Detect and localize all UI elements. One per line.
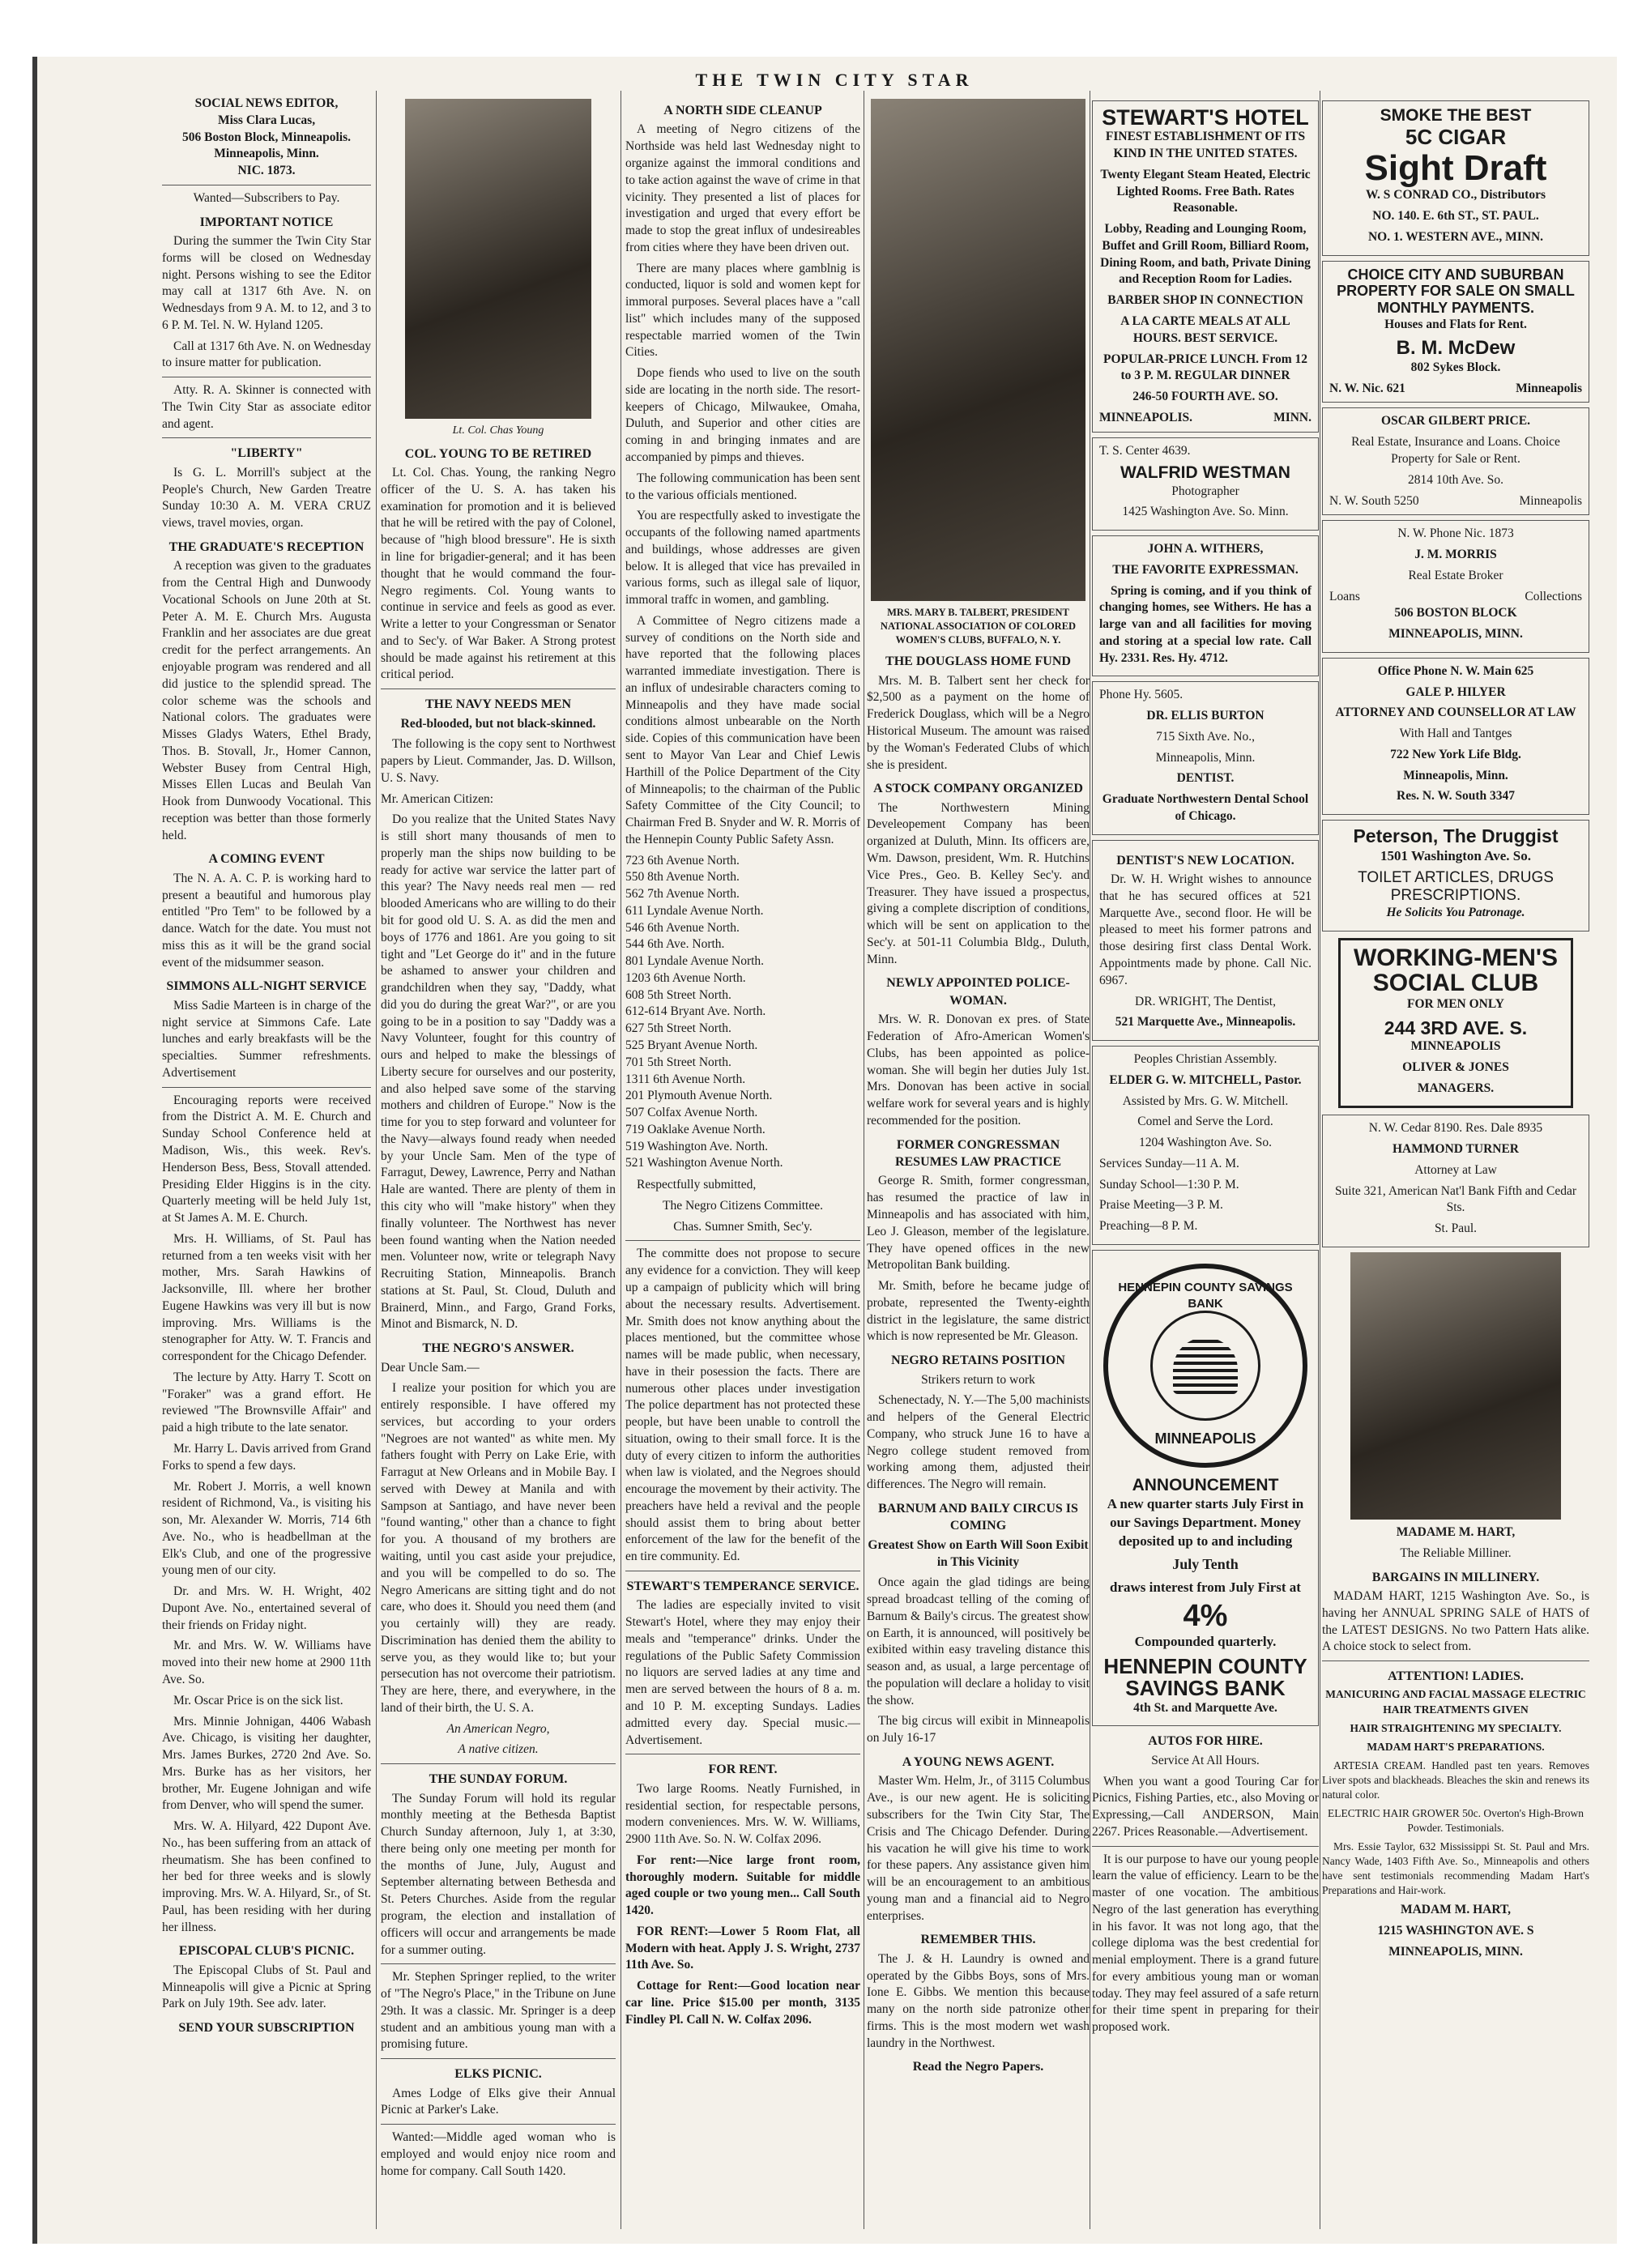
ad-text: Real Estate, Insurance and Loans. Choice Property for Sale or Rent. bbox=[1351, 435, 1560, 466]
social-club-ad bbox=[1338, 938, 1573, 1109]
divider bbox=[381, 2124, 616, 2125]
ad-text: Graduate Northwestern Dental School of Chicago. bbox=[1102, 792, 1309, 823]
ad-address: 802 Sykes Block. bbox=[1410, 360, 1501, 374]
ad-contact-row bbox=[1329, 381, 1582, 398]
address-item: 546 6th Avenue North. bbox=[625, 920, 740, 935]
property-ad bbox=[1322, 261, 1589, 403]
column-3 bbox=[625, 96, 860, 2032]
address-item: 525 Bryant Avenue North. bbox=[625, 1038, 758, 1053]
article-text: Schenectady, N. Y.—The 5,00 machinists and helpers of the General Electric Company, who struck June 16 to have a Negro college student removed from working among them, adjusted their differences. The Negro will remain. bbox=[867, 1393, 1090, 1492]
article-text: Is G. L. Morrill's subject at the People's Church, New Garden Treatre Sunday 10:30 A. M. VERA CRUZ views, travel movies, organ. bbox=[162, 465, 371, 531]
ad-address: Suite 321, American Nat'l Bank Fifth and Cedar Sts. bbox=[1334, 1183, 1577, 1215]
news-item: Mr. Oscar Price is on the sick list. bbox=[173, 1693, 343, 1707]
headline: THE DOUGLASS HOME FUND bbox=[885, 654, 1071, 669]
address-item: 611 Lyndale Avenue North. bbox=[625, 903, 764, 918]
ad-address: 715 Sixth Ave. No., bbox=[1156, 729, 1255, 744]
ad-service: Collections bbox=[1525, 589, 1582, 603]
photographer-ad bbox=[1092, 437, 1319, 531]
ad-role: Attorney at Law bbox=[1414, 1162, 1497, 1177]
ad-phone: Phone Hy. 5605. bbox=[1099, 688, 1184, 702]
ad-city: Minneapolis bbox=[1516, 381, 1582, 395]
bank-name: HENNEPIN COUNTY SAVINGS BANK bbox=[1103, 1653, 1307, 1701]
headline: A NORTH SIDE CLEANUP bbox=[663, 104, 822, 117]
ad-phone: Res. N. W. South 3347 bbox=[1397, 789, 1515, 804]
headline: Read the Negro Papers. bbox=[912, 2060, 1044, 2074]
ad-title: DENTIST'S NEW LOCATION. bbox=[1116, 853, 1294, 868]
divider bbox=[381, 2058, 616, 2059]
divider bbox=[162, 437, 371, 438]
article-text: When you want a good Touring Car for Picnics, Fishing Parties, etc., also Moving or Expressing,—Call ANDERSON, Main 2267. Prices Reasonable.—Advertisement. bbox=[1092, 1774, 1319, 1839]
ad-city-row bbox=[1099, 410, 1311, 427]
compound-text: Compounded quarterly. bbox=[1134, 1634, 1277, 1650]
article-text: Ames Lodge of Elks give their Annual Picnic at Parker's Lake. bbox=[381, 2086, 616, 2117]
subheadline: Service At All Hours. bbox=[1151, 1753, 1260, 1767]
headline: FOR RENT. bbox=[708, 1763, 778, 1777]
attorney-ad bbox=[1322, 658, 1589, 815]
ad-title: OSCAR GILBERT PRICE. bbox=[1381, 414, 1530, 428]
church-text: Assisted by Mrs. G. W. Mitchell. bbox=[1122, 1094, 1289, 1108]
article-text: Mr. Stephen Springer replied, to the writer of "The Negro's Place," in the Tribune on June 29th. It was a classic. Mr. Springer is a deep student and an ambitious young man with a promising future. bbox=[381, 1970, 616, 2052]
ad-city: Minneapolis, Minn. bbox=[1155, 750, 1256, 765]
headline: SEND YOUR SUBSCRIPTION bbox=[178, 2021, 355, 2036]
ad-title: GALE P. HILYER bbox=[1405, 684, 1506, 699]
editor-line: Miss Clara Lucas, bbox=[217, 113, 316, 127]
ad-title: J. M. MORRIS bbox=[1414, 548, 1497, 562]
service-time: Praise Meeting—3 P. M. bbox=[1099, 1198, 1223, 1213]
ad-text: A LA CARTE MEALS AT ALL HOURS. BEST SERVICE. bbox=[1120, 314, 1290, 345]
ad-city: Minneapolis, Minn. bbox=[1403, 768, 1508, 782]
portrait-photo bbox=[405, 99, 591, 419]
ad-phone: N. W. Nic. 621 bbox=[1329, 381, 1405, 395]
seal-bottom-text: MINNEAPOLIS bbox=[1154, 1430, 1256, 1447]
ad-phone: N. W. South 5250 bbox=[1329, 493, 1419, 508]
headline: AUTOS FOR HIRE. bbox=[1148, 1734, 1263, 1749]
ad-subtitle: THE FAVORITE EXPRESSMAN. bbox=[1112, 562, 1299, 577]
ad-text: POPULAR-PRICE LUNCH. From 12 to 3 P. M. REGULAR DINNER bbox=[1102, 352, 1307, 383]
salutation: Dear Uncle Sam.— bbox=[381, 1360, 480, 1375]
attorney-ad bbox=[1322, 1115, 1589, 1247]
interest-rate: 4% bbox=[1183, 1599, 1228, 1634]
news-item: Dr. and Mrs. W. H. Wright, 402 Dupont Ave. No., entertained several of their friends on Friday night. bbox=[162, 1584, 371, 1632]
signature: Chas. Sumner Smith, Sec'y. bbox=[673, 1219, 812, 1234]
ad-address: 246-50 FOURTH AVE. SO. bbox=[1132, 390, 1278, 404]
editor-line: NIC. 1873. bbox=[237, 164, 296, 178]
ad-line: SMOKE THE BEST bbox=[1380, 106, 1532, 125]
ad-phone: N. W. Phone Nic. 1873 bbox=[1397, 526, 1514, 541]
editor-line: Minneapolis, Minn. bbox=[214, 147, 319, 161]
photo-caption: The Reliable Milliner. bbox=[1400, 1545, 1512, 1560]
address-item: 562 7th Avenue North. bbox=[625, 887, 740, 902]
brand-name: Sight Draft bbox=[1364, 148, 1547, 189]
ad-title: DR. ELLIS BURTON bbox=[1146, 709, 1265, 723]
ad-name: B. M. McDew bbox=[1396, 337, 1516, 360]
headline: A STOCK COMPANY ORGANIZED bbox=[873, 782, 1083, 796]
news-item: Mr. Harry L. Davis arrived from Grand Forks to spend a few days. bbox=[162, 1442, 371, 1473]
headline: STEWART'S TEMPERANCE SERVICE. bbox=[626, 1579, 859, 1593]
ad-text: MANICURING AND FACIAL MASSAGE ELECTRIC HAIR TREATMENTS GIVEN bbox=[1325, 1688, 1586, 1716]
address-item: 723 6th Avenue North. bbox=[625, 853, 740, 868]
article-text: During the summer the Twin City Star forms will be closed on Wednesday night. Persons wishing to see the Editor may call at 1317 6th Ave. N. on Wednesdays from 9 A. M. to 12, and 3 to 6 P. M. Tel. N. W. Hyland 1205. bbox=[162, 234, 371, 332]
article-text: A Committee of Negro citizens made a survey of conditions on the North side and have reported that the following places warranted immediate investigation. There is an influx of undesirable characters coming to Minneapolis and they have made social conditions almost unbearable on the North side. Copies of this communication have been sent to Mayor Van Lear and Chief Lewis Harthill of the Police Department of the City of Minneapolis; to the chairman of the Public Safety Committee of the City Council; to Chairman Fred B. Snyder and W. R. Morris of the Hennepin County Public Safety Assn. bbox=[625, 613, 860, 846]
church-address: 1204 Washington Ave. So. bbox=[1139, 1136, 1272, 1150]
masthead: THE TWIN CITY STAR bbox=[695, 70, 974, 90]
seal-top-text: HENNEPIN COUNTY SAVINGS BANK bbox=[1118, 1280, 1293, 1311]
headline: NEGRO RETAINS POSITION bbox=[891, 1354, 1065, 1368]
ad-service: Loans bbox=[1329, 589, 1360, 603]
hotel-ad bbox=[1092, 100, 1319, 433]
announce-text: draws interest from July First at bbox=[1110, 1579, 1301, 1595]
article-text: Dope fiends who used to live on the south side are locating in the north side. The resort-keepers of Chicago, Milwaukee, Omaha, Duluth, and Superior and other cities are coming in and bringing inmates and are accompanied by pimps and thieves. bbox=[625, 366, 860, 464]
portrait-photo bbox=[871, 99, 1085, 601]
dentist-ad bbox=[1092, 681, 1319, 834]
ad-line: 5C CIGAR bbox=[1405, 125, 1507, 150]
divider bbox=[162, 1087, 371, 1088]
article-text: The Episcopal Clubs of St. Paul and Minneapolis will give a Picnic at Spring Park on July 19th. See adv. later. bbox=[162, 1963, 371, 2011]
article-text: The ladies are especially invited to visit Stewart's Hotel, where they may enjoy their meals and "temperance" drinks. Under the regulations of the Public Safety Commission no liquors are served ladies at any time and men are served between the hours of 8 a. m. and 10 P. M. excepting Sundays. Ladies admitted every day. Special music.—Advertisement. bbox=[625, 1598, 860, 1747]
ad-text: Photographer bbox=[1171, 484, 1239, 498]
news-item: Mrs. W. A. Hilyard, 422 Dupont Ave. No., has been suffering from an attack of rheumatism. She has been confined to her bed for three weeks and is slowly improving. Mrs. W. A. Hilyard, Sr., of St. Paul, has been residing with her during her illness. bbox=[162, 1819, 371, 1934]
address-item: 801 Lyndale Avenue North. bbox=[625, 954, 765, 969]
classified-ad: Two large Rooms. Neatly Furnished, in residential section, for respectable persons, modern conveniences. Mrs. W. W. Williams, 2900 11th Ave. So. N. W. Colfax 2096. bbox=[625, 1781, 860, 1847]
ad-address: 1215 WASHINGTON AVE. S bbox=[1377, 1924, 1534, 1938]
address-item: 719 Oaklake Avenue North. bbox=[625, 1122, 766, 1136]
address-item: 519 Washington Ave. North. bbox=[625, 1139, 768, 1153]
church-ad bbox=[1092, 1046, 1319, 1245]
column-2 bbox=[381, 96, 616, 2184]
article-text: The following communication has been sent to the various officials mentioned. bbox=[625, 471, 860, 502]
ad-address: 521 Marquette Ave., Minneapolis. bbox=[1115, 1015, 1296, 1030]
ad-text: Houses and Flats for Rent. bbox=[1384, 317, 1527, 331]
headline: THE NEGRO'S ANSWER. bbox=[422, 1341, 574, 1356]
ad-signature: DR. WRIGHT, The Dentist, bbox=[1135, 994, 1276, 1008]
address-item: 627 5th Street North. bbox=[625, 1021, 731, 1036]
article-text: Lt. Col. Chas. Young, the ranking Negro officer of the U. S. A. has taken his examination for promotion and it is believed that he will be retired with the pay of Colonel, because of "high blood bressure". He is sixth in line for brigadier-general; and it has been thought that he would command the four-Negro regiments. Col. Young wants to continue in service and feels as good as ever. Write a letter to your Congressman or Senator and to Sec'y. of War Baker. A Strong protest should be made against his retirement at this critical period. bbox=[381, 466, 616, 682]
subheadline: Strikers return to work bbox=[921, 1372, 1035, 1387]
distributor-address: NO. 1. WESTERN AVE., MINN. bbox=[1367, 229, 1544, 244]
headline: THE SUNDAY FORUM. bbox=[429, 1772, 568, 1787]
ad-text: Spring is coming, and if you think of changing homes, see Withers. He has a large van and all facilities for moving and storing at a special low rate. Call Hy. 2331. Res. Hy. 4712. bbox=[1099, 583, 1311, 665]
signature: An American Negro, bbox=[446, 1721, 550, 1736]
druggist-ad bbox=[1322, 820, 1589, 932]
ad-address: 1425 Washington Ave. So. Minn. bbox=[1122, 505, 1289, 519]
ad-title: HAMMOND TURNER bbox=[1393, 1142, 1519, 1157]
address-item: 701 5th Street North. bbox=[625, 1055, 731, 1069]
editor-line: 506 Boston Block, Minneapolis. bbox=[182, 130, 351, 144]
ad-text: Dr. W. H. Wright wishes to announce that he has secured offices at 521 Marquette Ave., second floor. He will be pleased to meet his former patrons and those desiring first class Dental Work. Appointments made by phone. Call Nic. 6967. bbox=[1099, 872, 1311, 987]
classified-ad: For rent:—Nice large front room, thoroughly modern. Suitable for middle aged couple or two young men... Call South 1420. bbox=[625, 1852, 860, 1918]
article-text: There are many places where gamblnig is conducted, liquor is sold and women kept for immoral purposes. Several places have a "call list" which includes many of the supposed respectable married women of the Twin Cities. bbox=[625, 261, 860, 360]
ad-city: MINNEAPOLIS bbox=[1410, 1039, 1501, 1054]
ad-role: ATTORNEY AND COUNSELLOR AT LAW bbox=[1335, 706, 1576, 720]
address-item: 1311 6th Avenue North. bbox=[625, 1072, 746, 1086]
photo-caption: MRS. MARY B. TALBERT, PRESIDENT NATIONAL ASSOCIATION OF COLORED WOMEN'S CLUBS, BUFFALO, N. Y. bbox=[880, 607, 1077, 646]
classified-ad: Wanted:—Middle aged woman who is employed and would enjoy nice room and home for company. Call South 1420. bbox=[381, 2130, 616, 2178]
subheadline: Greatest Show on Earth Will Soon Exibit in This Vicinity bbox=[868, 1537, 1089, 1569]
news-item: Mrs. H. Williams, of St. Paul has returned from a ten weeks visit with her mother, Mrs. Sarah Hawkins of Jacksonville, Ill. where her brother Eugene Hawkins was very ill but is now improving. Mrs. Williams is the stenographer for Atty. W. T. Francis and correspondent for the Chicago Defender. bbox=[162, 1231, 371, 1364]
ad-contact-row bbox=[1329, 493, 1582, 510]
article-text: You are respectfully asked to investigate the occupants of the following named apartments and buildings, whose addresses are given below. It is alleged that vice has prevailed in various forms, such as illegal sale of liquor, immoral traffc in women, and gambling. bbox=[625, 509, 860, 608]
article-text: The N. A. A. C. P. is working hard to present a beautiful and humorous play entitled "Pro Tem" to be followed by a dance. Watch for the date. You must not miss this as it will be the grand social event of the midsummer season. bbox=[162, 871, 371, 970]
headline: IMPORTANT NOTICE bbox=[199, 215, 334, 229]
ad-city: St. Paul. bbox=[1434, 1221, 1478, 1236]
headline: THE NAVY NEEDS MEN bbox=[424, 697, 572, 712]
ad-phone: T. S. Center 4639. bbox=[1099, 443, 1191, 458]
article-text: MADAM HART, 1215 Washington Ave. So., is having her ANNUAL SPRING SALE of HATS of the LATEST DESIGNS. No two Pattern Hats alike. A choice stock to select from. bbox=[1322, 1588, 1589, 1654]
ad-text: ELECTRIC HAIR GROWER 50c. Overton's High-Brown Powder. Testimonials. bbox=[1328, 1807, 1584, 1835]
address-item: 544 6th Ave. North. bbox=[625, 937, 725, 952]
ad-subtitle: FINEST ESTABLISHMENT OF ITS KIND IN THE UNITED STATES. bbox=[1105, 130, 1306, 161]
cigar-ad bbox=[1322, 100, 1589, 256]
news-item: Mrs. Minnie Johnigan, 4406 Wabash Ave. Chicago, is visiting her daughter, Mrs. James Burkes, 2720 2nd Ave. So. Mrs. Burke has as her visitors, her brother, Mr. Eugene Johnigan and wife from Denver, who will spend the sumer. bbox=[162, 1714, 371, 1813]
bank-ad bbox=[1092, 1250, 1319, 1726]
ad-city: MINNEAPOLIS. bbox=[1099, 410, 1192, 424]
wanted-line: Wanted—Subscribers to Pay. bbox=[193, 190, 340, 205]
article-text: Do you realize that the United States Navy is still short many thousands of men to properly man the ships now building to be ready for active war service the latter part of this year? The Navy needs real men — red blooded Americans who are willing to do their bit for good old U. S. A. as did the men and boys of 1776 and 1861. Are you going to sit tight and "Let George do it" and in the future be ashamed to answer your children and grandchildren when they say, "Daddy, what did you do during the great War?", or are you going to be in a position to say "Daddy was a Navy Volunteer, fought for this country of ours and helped to make the blessings of Liberty secure for ourselves and our posterity, and also helped save some of the starving mothers and children of Europe." Now is the time for you to step forward and volunteer for the Navy—always found ready when needed by your Uncle Sam. Men of the type of Farragut, Dewey, Lawrence, Perry and Nathan Hale are wanted. There are plenty of them in this city who will "make history" when they finally volunteer. The Northwest has never been found wanting when the Nation needed men. Volunteer now, write or telegraph Navy Recruiting Station, Minneapolis. Branch stations at St. Paul, St. Cloud, Duluth and Brainerd, Minn., and Fargo, Grand Forks, Minot and Bismarck, N. D. bbox=[381, 812, 616, 1332]
article-text: Miss Sadie Marteen is in charge of the night service at Simmons Cafe. Late lunches and early breakfasts will be the specialties. Summer refreshments. Advertisement bbox=[162, 998, 371, 1080]
headline: EPISCOPAL CLUB'S PICNIC. bbox=[178, 1944, 355, 1959]
classified-ad: Cottage for Rent:—Good location near car line. Price $15.00 per month, 3135 Findley Pl. Call N. W. Colfax 2096. bbox=[625, 1979, 860, 2027]
announce-title: ANNOUNCEMENT bbox=[1132, 1475, 1279, 1494]
seal-inner bbox=[1150, 1311, 1260, 1421]
article-text: A reception was given to the graduates from the Central High and Dunwoody Vocational Schools on June 20th at St. Peter A. M. E. Church Mrs. Augusta Franklin and her associates are due great credit for the perfect arrangements. An enjoyable program was rendered and all did justice to the splendid spread. The color scheme was the schools and National colors. The graduates were Misses Gladys Waters, Ethel Brady, Thos. B. Stovall, Jr., Homer Cannon, Webster Busey from Central High, Misses Ellen Lucas and Beulah Van Hook from Dunwoody Vocational. This reception was better than those formerly held. bbox=[162, 559, 371, 842]
ad-role: DENTIST. bbox=[1176, 771, 1235, 786]
ad-address: 1501 Washington Ave. So. bbox=[1380, 847, 1531, 863]
divider bbox=[1092, 1846, 1319, 1847]
article-text: Once again the glad tidings are being spread broadcast telling of the coming of Barnum & Baily's circus. The greatest show on Earth, it is announced, will positively be exibited within easy traveling distance this season and, as usual, a large percentage of the population will declare a holiday to visit the show. bbox=[867, 1575, 1090, 1707]
divider bbox=[381, 688, 616, 689]
article-text: A meeting of Negro citizens of the Northside was held last Wednesday night to organize against the immoral conditions and to take action against the wave of crime in that vicinity. They presented a list of places for investigation and urged that every effort be made to stop the great influx of undesireables from cities where they have been driven out. bbox=[625, 122, 860, 254]
headline: ELKS PICNIC. bbox=[454, 2067, 542, 2082]
article-text: Atty. R. A. Skinner is connected with The Twin City Star as associate editor and agent. bbox=[162, 383, 371, 431]
social-editor-box bbox=[162, 96, 371, 180]
ad-text: FOR MEN ONLY bbox=[1407, 996, 1504, 1011]
address-item: 1203 6th Avenue North. bbox=[625, 970, 746, 985]
article-text: The Sunday Forum will hold its regular monthly meeting at the Bethesda Baptist Church Sunday afternoon, July 1, at 3:30, there being only one meeting per month for the months of June, July, August and September alternating between Bethesda and St. Peters Churches. Aside from the regular program, the election and installation of officers will occur and arrangements be made for a summer outing. bbox=[381, 1791, 616, 1957]
article-text: Master Wm. Helm, Jr., of 3115 Columbus Ave., is our new agent. He is soliciting subscribers for the Twin City Star, The Crisis and The Chicago Defender. During his vacation he will give his time to work for these papers. Any assistance given him will be an encouragement to an ambitious young man and a financial aid to Negro enterprises. bbox=[867, 1774, 1090, 1923]
ad-title: WALFRID WESTMAN bbox=[1120, 463, 1290, 483]
ad-phone: N. W. Cedar 8190. Res. Dale 8935 bbox=[1368, 1121, 1543, 1136]
column-1 bbox=[162, 96, 371, 2040]
bank-seal bbox=[1103, 1264, 1307, 1468]
ad-title: JOHN A. WITHERS, bbox=[1147, 542, 1264, 556]
photo-caption: Lt. Col. Chas Young bbox=[452, 424, 544, 437]
article-text: Respectfully submitted, bbox=[637, 1178, 757, 1192]
article-text: Call at 1317 6th Ave. N. on Wednesday to insure matter for publication. bbox=[162, 339, 371, 370]
ad-text: Twenty Elegant Steam Heated, Electric Lighted Rooms. Free Bath. Rates Reasonable. bbox=[1100, 167, 1311, 215]
headline: SIMMONS ALL-NIGHT SERVICE bbox=[166, 979, 367, 994]
ad-managers: MANAGERS. bbox=[1417, 1081, 1495, 1095]
article-text: Mrs. W. R. Donovan ex pres. of State Federation of Afro-American Women's Clubs, has been appointed as police-woman. She will begin her duties July 1st. Mrs. Donovan has been active in social welfare work for several years and is highly recommended for the position. bbox=[867, 1013, 1090, 1128]
church-pastor: ELDER G. W. MITCHELL, Pastor. bbox=[1109, 1072, 1302, 1087]
distributor-address: NO. 140. E. 6th ST., ST. PAUL. bbox=[1372, 208, 1539, 223]
real-estate-ad bbox=[1322, 407, 1589, 515]
ad-text: MADAM HART'S PREPARATIONS. bbox=[1367, 1740, 1545, 1753]
headline: ATTENTION! LADIES. bbox=[1388, 1669, 1524, 1684]
news-item: Encouraging reports were received from the District A. M. E. Church and Sunday School Conference held at Madison, Wis., this week. Rev's. Henderson Bess, Bess, Stovall attended. Presiding Elder Higgins is in the city. Quarterly meeting will be held July 1st, at St James A. M. E. Church. bbox=[162, 1093, 371, 1226]
signature: The Negro Citizens Committee. bbox=[662, 1198, 823, 1213]
ad-phone: Office Phone N. W. Main 625 bbox=[1377, 663, 1534, 678]
ad-text: With Hall and Tantges bbox=[1399, 727, 1512, 741]
beehive-icon bbox=[1173, 1337, 1238, 1394]
ad-title: WORKING-MEN'S SOCIAL CLUB bbox=[1353, 944, 1559, 997]
headline: COL. YOUNG TO BE RETIRED bbox=[404, 446, 592, 461]
salutation: Mr. American Citizen: bbox=[381, 791, 494, 806]
editor-line: SOCIAL NEWS EDITOR, bbox=[194, 96, 339, 110]
headline: BARGAINS IN MILLINERY. bbox=[1371, 1570, 1540, 1584]
headline: THE GRADUATE'S RECEPTION bbox=[168, 539, 365, 554]
ad-text: He Solicits You Patronage. bbox=[1386, 906, 1525, 920]
ad-state: MINN. bbox=[1273, 410, 1311, 424]
ad-address: 506 BOSTON BLOCK bbox=[1394, 606, 1517, 620]
news-item: Mr. Robert J. Morris, a well known resident of Richmond, Va., is visiting his son, Mr. Alexander W. Morris, 714 6th Ave. No., who is headbellman at the Elk's Club, and one of the progressive young men of our city. bbox=[162, 1479, 371, 1578]
article-text: The Northwestern Mining Develeopement Company has been organized at Duluth, Minn. Its officers are, Wm. Dawson, president, Wm. R. Hutchins Vice Pres., Geo. B. Kelley Sec'y. and Treasurer. They have issued a prospectus, giving a complete discription of conditions, which will be sent on application to the Sec'y. at 501-11 Columbia Bldg., Duluth, Minn. bbox=[867, 800, 1090, 966]
bank-address: 4th St. and Marquette Ave. bbox=[1133, 1700, 1277, 1715]
ad-address: 244 3RD AVE. S. bbox=[1384, 1017, 1528, 1038]
article-text: The J. & H. Laundry is owned and operated by the Gibbs Boys, sons of Mrs. Ione E. Gibbs. We mention this because many on the north side patronize other firms. This is the most modern wet wash laundry in the Northwest. bbox=[867, 1951, 1090, 2050]
ad-city: MINNEAPOLIS, MINN. bbox=[1388, 1945, 1523, 1959]
ad-address: 722 New York Life Bldg. bbox=[1390, 747, 1521, 761]
church-title: Peoples Christian Assembly. bbox=[1133, 1052, 1277, 1067]
classified-ad: FOR RENT:—Lower 5 Room Flat, all Modern with heat. Apply J. S. Wright, 2737 11th Ave. So. bbox=[625, 1924, 860, 1972]
headline: A COMING EVENT bbox=[208, 852, 325, 867]
divider bbox=[381, 1963, 616, 1964]
address-item: 201 Plymouth Avenue North. bbox=[625, 1089, 773, 1103]
article-text: Mrs. M. B. Talbert sent her check for $2,500 as a payment on the home of Frederick Douglass, which will be a Negro Historical Museum. The amount was raised by the Woman's Federated Clubs of which she is president. bbox=[867, 673, 1090, 772]
article-text: The big circus will exibit in Minneapolis on July 16-17 bbox=[867, 1714, 1090, 1746]
ad-city: Minneapolis bbox=[1519, 493, 1582, 508]
headline: "LIBERTY" bbox=[230, 446, 303, 461]
column-5 bbox=[1092, 96, 1319, 2040]
ad-text: ARTESIA CREAM. Handled past ten years. Removes Liver spots and blackheads. Bleaches the skin and renews its natural color. bbox=[1322, 1759, 1589, 1801]
service-time: Preaching—8 P. M. bbox=[1099, 1219, 1198, 1234]
dentist-location-ad bbox=[1092, 840, 1319, 1041]
address-item: 507 Colfax Avenue North. bbox=[625, 1106, 758, 1120]
news-item: The lecture by Atty. Harry T. Scott on "Foraker" was a grand effort. He reviewed "The Brownsville Affair" and paid a high tribute to the late senator. bbox=[162, 1370, 371, 1435]
ad-city: MINNEAPOLIS, MINN. bbox=[1388, 627, 1523, 642]
ad-title: Peterson, The Druggist bbox=[1353, 825, 1559, 847]
subheadline: Red-blooded, but not black-skinned. bbox=[400, 716, 596, 731]
address-list bbox=[625, 853, 860, 1173]
article-text: George R. Smith, former congressman, has resumed the practice of law in Minneapolis and has associated with him, Leo J. Gleason, member of the legislature. They have opened offices in the new Metropolitan Bank building. bbox=[867, 1174, 1090, 1273]
broker-ad bbox=[1322, 520, 1589, 653]
article-text: I realize your position for which you are entirely responsible. I have offered my services, but according to your orders "Negroes are not wanted" as white men. My fathers fought with Perry on Lake Erie, with Farragut at New Orleans and in Mobile Bay. I served with Dewey at Manila and with Sampson at Santiago, and have never been "found wanting," other than a chance to fight for you. A thousand of my brothers are waiting, until you cast aside your prejudice, and you will be compelled to do so. The Negro Americans are sitting tight and do not care, who does it. Should you need them (and you certainly will) they are ready. Discrimination has denied them the ability to serve you, as they would like to; but your persecution has not overcome their patriotism. They are here, there, and everywhere, in the land of their birth, the U. S. A. bbox=[381, 1381, 616, 1715]
portrait-photo bbox=[1350, 1252, 1561, 1520]
service-time: Services Sunday—11 A. M. bbox=[1099, 1156, 1239, 1170]
ad-managers: OLIVER & JONES bbox=[1402, 1059, 1509, 1074]
column-6 bbox=[1322, 96, 1589, 1965]
article-text: The committe does not propose to secure any evidence for a conviction. They will keep up a campaign of publicity which will bring about the necessary results. Advertisement. Mr. Smith does not know anything about the places mentioned, but the committee whose names will be made public, when necessary, have in their posession the facts. There are numerous other places under investigation The police department has not protected these people, but have been unable to controll the situation, owing to their small force. It is the duty of every citizen to inform the authorities when law is violated, and the Negroes should encourage the movement by their activity. The preachers have held a revival and the people should assist them to bring about better enforcement of the law for the benefit of the en tire community. Ed. bbox=[625, 1247, 860, 1564]
article-text: The following is the copy sent to Northwest papers by Lieut. Commander, Jas. D. Willson, U. S. Navy. bbox=[381, 737, 616, 785]
signature: A native citizen. bbox=[458, 1742, 539, 1757]
divider bbox=[381, 1763, 616, 1764]
ad-services-row bbox=[1329, 589, 1582, 606]
ad-text: BARBER SHOP IN CONNECTION bbox=[1107, 293, 1303, 308]
ad-title: CHOICE CITY AND SUBURBAN PROPERTY FOR SALE ON SMALL MONTHLY PAYMENTS. bbox=[1337, 266, 1575, 316]
article-text: Mr. Smith, before he became judge of probate, represented the Twenty-eighth district in the legislature, the same district which is now represented be Mr. Gleason. bbox=[867, 1279, 1090, 1344]
address-item: 521 Washington Avenue North. bbox=[625, 1156, 783, 1170]
headline: BARNUM AND BAILY CIRCUS IS COMING bbox=[878, 1501, 1078, 1533]
ad-title: STEWART'S HOTEL bbox=[1102, 105, 1309, 130]
address-item: 608 5th Street North. bbox=[625, 987, 731, 1002]
ad-text: TOILET ARTICLES, DRUGS PRESCRIPTIONS. bbox=[1358, 869, 1554, 905]
article-text: It is our purpose to have our young people learn the value of efficiency. Learn to be the master of one vocation. The ambitious Negro of the last generation has everything in his favor. It was not long ago, that the college diploma was the best credential for menial employment. There is a grand future for every ambitious young man or woman today. They may feel assured of a safe return for their time spent in preparing for their proposed work. bbox=[1092, 1852, 1319, 2035]
headline: A YOUNG NEWS AGENT. bbox=[902, 1755, 1055, 1769]
column-rule bbox=[376, 91, 377, 2229]
distributor: W. S CONRAD CO., Distributors bbox=[1365, 188, 1546, 202]
address-item: 550 8th Avenue North. bbox=[625, 870, 740, 885]
divider bbox=[1322, 1660, 1589, 1661]
ad-role: Real Estate Broker bbox=[1408, 568, 1503, 582]
divider bbox=[625, 1240, 860, 1241]
ad-text: HAIR STRAIGHTENING MY SPECIALTY. bbox=[1350, 1721, 1562, 1734]
ad-text: Mrs. Essie Taylor, 632 Mississippi St. St. Paul and Mrs. Nancy Wade, 1403 Fifth Ave. So., Minneapolis and others have sent testimonials recommending Madam Hart's Preparations and Hair-work. bbox=[1322, 1840, 1589, 1897]
ad-address: 2814 10th Ave. So. bbox=[1407, 472, 1504, 487]
announce-date: July Tenth bbox=[1172, 1556, 1239, 1573]
headline: NEWLY APPOINTED POLICE-WOMAN. bbox=[886, 976, 1070, 1008]
address-item: 612-614 Bryant Ave. North. bbox=[625, 1004, 766, 1019]
column-4 bbox=[867, 96, 1090, 2078]
church-text: Comel and Serve the Lord. bbox=[1137, 1115, 1273, 1129]
ad-text: Lobby, Reading and Lounging Room, Buffet and Grill Room, Billiard Room, Dining Room, and bath, Private Dining and Reception Room for Ladies. bbox=[1100, 222, 1311, 287]
headline: FORMER CONGRESSMAN RESUMES LAW PRACTICE bbox=[894, 1137, 1062, 1170]
headline: REMEMBER THIS. bbox=[920, 1933, 1036, 1947]
ad-signature: MADAM M. HART, bbox=[1400, 1903, 1512, 1917]
photo-caption: MADAME M. HART, bbox=[1396, 1525, 1516, 1539]
service-time: Sunday School—1:30 P. M. bbox=[1099, 1177, 1239, 1192]
announce-text: A new quarter starts July First in our Savings Department. Money deposited up to and including bbox=[1107, 1496, 1304, 1549]
expressman-ad bbox=[1092, 535, 1319, 676]
news-item: Mr. and Mrs. W. W. Williams have moved into their new home at 2900 11th Ave. So. bbox=[162, 1639, 371, 1686]
